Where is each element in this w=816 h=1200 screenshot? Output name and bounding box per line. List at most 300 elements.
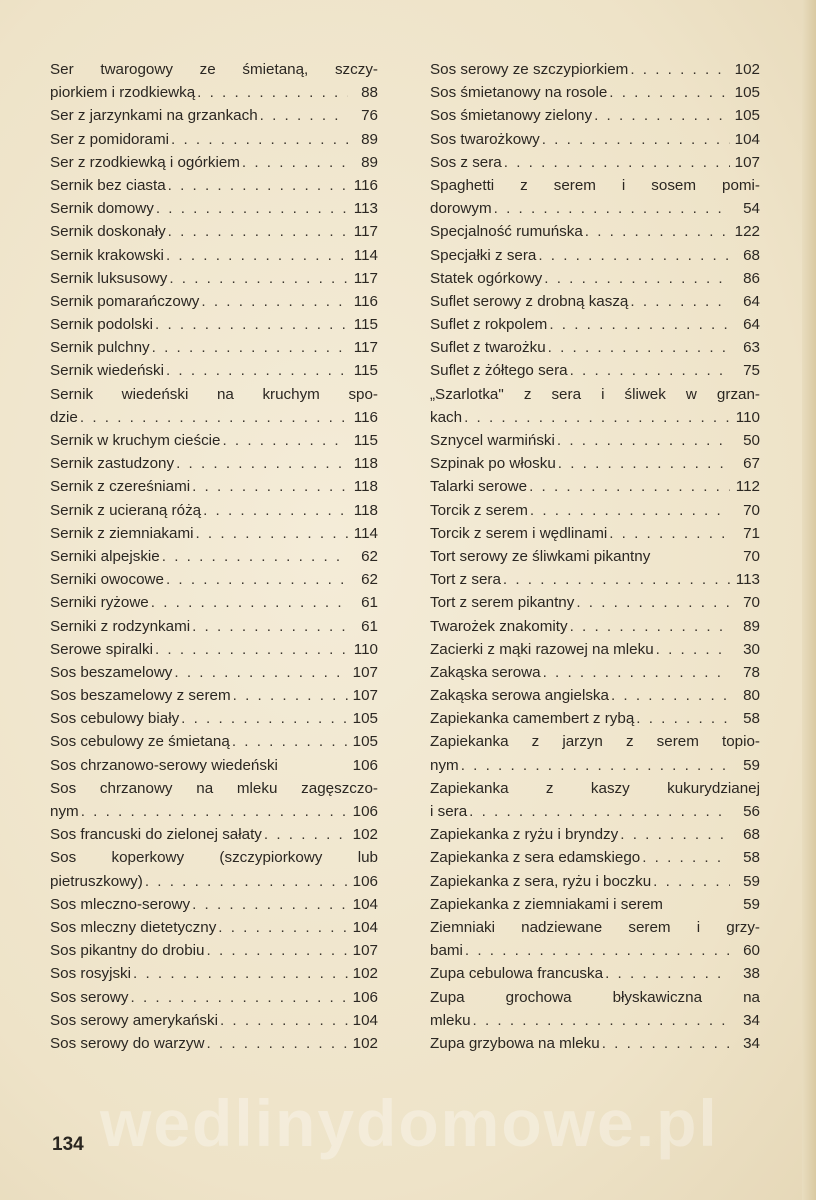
- dot-leader: [192, 893, 348, 916]
- dot-leader: [168, 220, 348, 243]
- entry-page-number: 104: [734, 130, 760, 148]
- entry-page-number: 115: [353, 316, 378, 334]
- index-entry: [430, 220, 760, 243]
- dot-leader: [192, 615, 348, 638]
- entry-page-number: 102: [734, 61, 760, 78]
- dot-leader: [156, 197, 348, 220]
- dot-leader: [260, 104, 348, 127]
- entry-page-number: 34: [743, 1034, 760, 1052]
- dot-leader: [630, 58, 730, 81]
- index-entry: [430, 151, 760, 174]
- entry-page-number: 50: [743, 432, 760, 449]
- index-entry: [50, 661, 378, 684]
- entry-title: Sernik wiedeński: [50, 362, 164, 380]
- entry-page-number: 78: [743, 663, 760, 681]
- entry-title: Sos twarożkowy: [430, 130, 540, 148]
- entry-title: Ser z pomidorami: [50, 130, 170, 148]
- entry-title: Zapiekanka z sera, ryżu i boczku: [430, 872, 652, 890]
- entry-page-number: 60: [743, 942, 760, 960]
- dot-leader: [656, 638, 730, 661]
- entry-title: Zakąska serowa angielska: [430, 687, 609, 705]
- index-entry: [50, 499, 378, 522]
- entry-title: Sos śmietanowy na rosole: [430, 84, 608, 102]
- index-entry: [430, 104, 760, 127]
- entry-title: Ser z rzodkiewką i ogórkiem: [50, 153, 240, 171]
- dot-leader: [530, 499, 730, 522]
- entry-page-number: 70: [743, 501, 760, 519]
- entry-text: Zupa grochowa błyskawiczna na: [430, 988, 760, 1006]
- index-entry: [50, 359, 378, 382]
- entry-title: Sos mleczny dietetyczny: [50, 918, 217, 936]
- index-entry: [430, 754, 760, 777]
- entry-title: Szpinak po włosku: [430, 455, 556, 473]
- index-entry: [430, 313, 760, 336]
- dot-leader: [166, 568, 348, 591]
- dot-leader: [195, 522, 348, 545]
- dot-leader: [232, 730, 348, 753]
- entry-text: „Szarlotka" z sera i śliwek w grzan-: [430, 385, 760, 403]
- entry-title: Twarożek znakomity: [430, 617, 568, 635]
- dot-leader: [181, 707, 348, 730]
- entry-page-number: 115: [353, 432, 378, 449]
- entry-title: dzie: [50, 408, 78, 426]
- entry-title: Zupa cebulowa francuska: [430, 965, 604, 983]
- index-entry: [430, 661, 760, 684]
- dot-leader: [549, 313, 730, 336]
- entry-title: Suflet serowy z drobną kaszą: [430, 292, 629, 310]
- dot-leader: [473, 1009, 730, 1032]
- entry-title: Sernik w kruchym cieście: [50, 432, 221, 449]
- dot-leader: [570, 615, 730, 638]
- entry-title: Torcik z serem: [430, 501, 528, 519]
- entry-page-number: 106: [352, 803, 378, 820]
- dot-leader: [201, 290, 348, 313]
- entry-page-number: 61: [361, 617, 378, 635]
- entry-page-number: 64: [743, 292, 760, 310]
- index-entry-line: [430, 730, 760, 753]
- dot-leader: [81, 800, 348, 823]
- dot-leader: [222, 429, 348, 452]
- dot-leader: [155, 313, 348, 336]
- page-edge: [802, 0, 816, 1200]
- entry-page-number: 102: [352, 1034, 378, 1052]
- index-entry: [430, 568, 760, 591]
- index-entry: [50, 684, 378, 707]
- entry-page-number: 107: [352, 942, 378, 960]
- entry-title: Serniki alpejskie: [50, 547, 160, 565]
- dot-leader: [152, 336, 348, 359]
- entry-page-number: 105: [734, 107, 760, 125]
- index-entry: [430, 128, 760, 151]
- entry-page-number: 88: [361, 84, 378, 102]
- index-entry: [430, 336, 760, 359]
- entry-title: Sos rosyjski: [50, 965, 132, 983]
- entry-page-number: 61: [361, 594, 378, 612]
- entry-title: Sernik pomarańczowy: [50, 292, 200, 310]
- dot-leader: [538, 244, 730, 267]
- dot-leader: [197, 81, 348, 104]
- entry-title: Serowe spiralki: [50, 640, 153, 658]
- index-entry: [50, 452, 378, 475]
- entry-title: Serniki z rodzynkami: [50, 617, 191, 635]
- entry-text: Zapiekanka z kaszy kukurydzianej: [430, 779, 760, 797]
- entry-title: Sernik bez ciasta: [50, 176, 166, 194]
- dot-leader: [171, 128, 348, 151]
- index-entry: [430, 684, 760, 707]
- dot-leader: [169, 267, 348, 290]
- entry-title: Sernik krakowski: [50, 246, 164, 264]
- index-entry: [50, 1009, 378, 1032]
- entry-page-number: 107: [734, 153, 760, 171]
- entry-page-number: 110: [353, 640, 378, 658]
- dot-leader: [151, 591, 348, 614]
- entry-title: pietruszkowy): [50, 872, 143, 890]
- dot-leader: [570, 359, 730, 382]
- dot-leader: [653, 870, 730, 893]
- entry-title: Zacierki z mąki razowej na mleku: [430, 640, 654, 658]
- index-entry: [50, 893, 378, 916]
- index-entry: [50, 730, 378, 753]
- entry-title: kach: [430, 408, 463, 426]
- dot-leader: [585, 220, 730, 243]
- entry-title: Sos serowy ze szczypiorkiem: [430, 61, 629, 78]
- entry-page-number: 59: [743, 756, 760, 774]
- entry-text: Sernik wiedeński na kruchym spo-: [50, 385, 378, 403]
- entry-page-number: 102: [352, 826, 378, 844]
- index-entry: [430, 359, 760, 382]
- entry-page-number: 58: [743, 710, 760, 728]
- index-entry: [50, 916, 378, 939]
- index-entry: [430, 846, 760, 869]
- entry-page-number: 105: [352, 710, 378, 728]
- dot-leader: [155, 638, 348, 661]
- index-entry: [430, 823, 760, 846]
- index-entry: [50, 615, 378, 638]
- entry-page-number: 67: [743, 455, 760, 473]
- entry-page-number: 114: [353, 524, 378, 542]
- entry-title: Tort serowy ze śliwkami pikantny: [430, 547, 651, 565]
- entry-page-number: 89: [743, 617, 760, 635]
- entry-title: Zapiekanka camembert z rybą: [430, 710, 635, 728]
- dot-leader: [602, 1032, 730, 1055]
- entry-title: Sernik pulchny: [50, 339, 150, 357]
- index-entry: [430, 939, 760, 962]
- entry-page-number: 70: [743, 547, 760, 565]
- dot-leader: [133, 962, 348, 985]
- entry-title: nym: [50, 803, 79, 820]
- index-entry: [50, 151, 378, 174]
- entry-title: Sos chrzanowo-serowy wiedeński: [50, 756, 278, 774]
- watermark: wedlinydomowe.pl: [100, 1086, 719, 1160]
- entry-page-number: 30: [743, 640, 760, 658]
- entry-page-number: 106: [352, 872, 378, 890]
- entry-page-number: 59: [743, 872, 760, 890]
- index-entry: [50, 290, 378, 313]
- index-entry: [50, 128, 378, 151]
- entry-page-number: 107: [352, 663, 378, 681]
- entry-page-number: 115: [353, 362, 378, 380]
- index-entry: [430, 81, 760, 104]
- index-entry: [50, 174, 378, 197]
- index-entry: [50, 244, 378, 267]
- index-entry: [430, 615, 760, 638]
- entry-page-number: 54: [743, 200, 760, 218]
- index-entry-line: [430, 986, 760, 1009]
- entry-title: Torcik z serem i wędlinami: [430, 524, 608, 542]
- entry-title: Sernik z ucieraną różą: [50, 501, 202, 519]
- entry-title: Sernik podolski: [50, 316, 153, 334]
- dot-leader: [609, 81, 730, 104]
- entry-page-number: 107: [352, 687, 378, 705]
- index-entry: [430, 522, 760, 545]
- entry-title: Ser z jarzynkami na grzankach: [50, 107, 258, 125]
- dot-leader: [206, 1032, 348, 1055]
- entry-title: Sos z sera: [430, 153, 502, 171]
- entry-title: Serniki ryżowe: [50, 594, 149, 612]
- entry-page-number: 112: [735, 478, 760, 496]
- index-entry: [430, 429, 760, 452]
- entry-page-number: 59: [743, 895, 760, 913]
- index-entry: [50, 870, 378, 893]
- index-entry: [430, 475, 760, 498]
- index-entry: [50, 962, 378, 985]
- entry-title: Sos pikantny do drobiu: [50, 942, 205, 960]
- entry-page-number: 102: [352, 965, 378, 983]
- dot-leader: [594, 104, 730, 127]
- index-entry-line: [430, 777, 760, 800]
- entry-title: Sernik luksusowy: [50, 269, 168, 287]
- index-entry: [430, 1009, 760, 1032]
- entry-page-number: 118: [353, 455, 378, 473]
- index-entry: [430, 452, 760, 475]
- entry-title: Tort z serem pikantny: [430, 594, 575, 612]
- entry-page-number: 105: [734, 84, 760, 102]
- index-entry: [430, 870, 760, 893]
- dot-leader: [233, 684, 348, 707]
- dot-leader: [264, 823, 348, 846]
- entry-title: bami: [430, 942, 463, 960]
- dot-leader: [503, 568, 730, 591]
- dot-leader: [166, 359, 348, 382]
- entry-text: Sos koperkowy (szczypiorkowy lub: [50, 849, 378, 867]
- dot-leader: [557, 429, 730, 452]
- entry-page-number: 106: [352, 756, 378, 774]
- entry-page-number: 104: [352, 895, 378, 913]
- index-entry: [430, 406, 760, 429]
- index-entry: [430, 707, 760, 730]
- entry-page-number: 114: [353, 246, 378, 264]
- index-entry: [430, 197, 760, 220]
- entry-text: Ser twarogowy ze śmietaną, szczy-: [50, 61, 378, 78]
- index-entry: [50, 754, 378, 777]
- entry-page-number: 62: [361, 571, 378, 589]
- entry-page-number: 34: [743, 1011, 760, 1029]
- dot-leader: [558, 452, 730, 475]
- entry-title: Tort z sera: [430, 571, 501, 589]
- entry-title: Statek ogórkowy: [430, 269, 543, 287]
- index-entry: [430, 1032, 760, 1055]
- index-entry: [430, 893, 760, 916]
- entry-page-number: 58: [743, 849, 760, 867]
- index-entry: [430, 499, 760, 522]
- entry-title: Zapiekanka z ryżu i bryndzy: [430, 826, 619, 844]
- index-entry: [50, 545, 378, 568]
- entry-title: nym: [430, 756, 459, 774]
- dot-leader: [504, 151, 730, 174]
- entry-page-number: 76: [361, 107, 378, 125]
- entry-page-number: 110: [735, 408, 760, 426]
- index-entry: [430, 591, 760, 614]
- index-entry: [50, 522, 378, 545]
- entry-title: Sos beszamelowy: [50, 663, 173, 681]
- entry-page-number: 75: [743, 362, 760, 380]
- dot-leader: [469, 800, 730, 823]
- entry-page-number: 86: [743, 269, 760, 287]
- index-entry: [50, 1032, 378, 1055]
- entry-page-number: 113: [353, 200, 378, 218]
- index-entry-line: [50, 383, 378, 406]
- dot-leader: [162, 545, 348, 568]
- index-entry: [430, 267, 760, 290]
- entry-page-number: 122: [734, 223, 760, 241]
- entry-title: Sos serowy do warzyw: [50, 1034, 205, 1052]
- entry-page-number: 89: [361, 130, 378, 148]
- index-entry: [50, 568, 378, 591]
- entry-title: Talarki serowe: [430, 478, 528, 496]
- entry-title: Suflet z żółtego sera: [430, 362, 568, 380]
- dot-leader: [642, 846, 730, 869]
- entry-title: Sos francuski do zielonej sałaty: [50, 826, 262, 844]
- dot-leader: [465, 939, 730, 962]
- entry-title: Sos mleczno-serowy: [50, 895, 191, 913]
- dot-leader: [174, 661, 348, 684]
- dot-leader: [207, 939, 348, 962]
- entry-title: Sernik z czereśniami: [50, 478, 191, 496]
- entry-page-number: 118: [353, 478, 378, 496]
- entry-page-number: 80: [743, 687, 760, 705]
- entry-title: Sos śmietanowy zielony: [430, 107, 593, 125]
- entry-page-number: 104: [352, 918, 378, 936]
- entry-title: Serniki owocowe: [50, 571, 164, 589]
- index-entry: [430, 545, 760, 568]
- dot-leader: [203, 499, 348, 522]
- dot-leader: [609, 522, 730, 545]
- dot-leader: [131, 986, 349, 1009]
- dot-leader: [464, 406, 730, 429]
- dot-leader: [548, 336, 730, 359]
- dot-leader: [605, 962, 730, 985]
- entry-title: Sos serowy amerykański: [50, 1011, 218, 1029]
- dot-leader: [636, 707, 730, 730]
- entry-page-number: 38: [743, 965, 760, 983]
- entry-page-number: 106: [352, 988, 378, 1006]
- index-entry: [50, 986, 378, 1009]
- index-entry: [430, 638, 760, 661]
- entry-title: Specjalność rumuńska: [430, 223, 583, 241]
- index-entry: [50, 406, 378, 429]
- index-entry: [430, 244, 760, 267]
- dot-leader: [543, 661, 730, 684]
- index-entry-line: [50, 58, 378, 81]
- entry-title: mleku: [430, 1011, 471, 1029]
- entry-page-number: 117: [353, 269, 378, 287]
- entry-title: dorowym: [430, 200, 492, 218]
- index-entry-line: [430, 174, 760, 197]
- entry-page-number: 56: [743, 803, 760, 820]
- index-entry: [430, 962, 760, 985]
- dot-leader: [494, 197, 730, 220]
- index-entry: [50, 707, 378, 730]
- entry-page-number: 117: [353, 223, 378, 241]
- dot-leader: [611, 684, 730, 707]
- entry-title: Suflet z rokpolem: [430, 316, 548, 334]
- index-entry: [50, 800, 378, 823]
- entry-page-number: 116: [353, 408, 378, 426]
- index-column-left: [50, 58, 378, 1055]
- entry-title: piorkiem i rzodkiewką: [50, 84, 196, 102]
- index-entry: [50, 313, 378, 336]
- entry-page-number: 104: [352, 1011, 378, 1029]
- index-entry: [430, 800, 760, 823]
- index-entry: [430, 290, 760, 313]
- entry-page-number: 64: [743, 316, 760, 334]
- dot-leader: [576, 591, 730, 614]
- entry-page-number: 62: [361, 547, 378, 565]
- index-entry: [50, 197, 378, 220]
- index-entry-line: [50, 777, 378, 800]
- entry-page-number: 116: [353, 176, 378, 194]
- index-entry: [50, 104, 378, 127]
- dot-leader: [542, 128, 730, 151]
- dot-leader: [218, 916, 348, 939]
- entry-title: Sernik doskonały: [50, 223, 166, 241]
- index-entry: [50, 939, 378, 962]
- entry-title: Specjałki z sera: [430, 246, 537, 264]
- entry-title: Sernik domowy: [50, 200, 154, 218]
- entry-title: Sos cebulowy biały: [50, 710, 180, 728]
- entry-title: Sernik zastudzony: [50, 455, 175, 473]
- dot-leader: [168, 174, 348, 197]
- entry-title: Zupa grzybowa na mleku: [430, 1034, 600, 1052]
- dot-leader: [192, 475, 348, 498]
- index-entry: [50, 220, 378, 243]
- index-column-right: [430, 58, 760, 1055]
- index-entry: [50, 81, 378, 104]
- index-entry-line: [430, 383, 760, 406]
- entry-page-number: 117: [353, 339, 378, 357]
- entry-page-number: 118: [353, 501, 378, 519]
- index-entry-line: [50, 846, 378, 869]
- entry-text: Spaghetti z serem i sosem pomi-: [430, 176, 760, 194]
- entry-text: Sos chrzanowy na mleku zagęszczo-: [50, 779, 378, 797]
- entry-text: Zapiekanka z jarzyn z serem topio-: [430, 733, 760, 751]
- index-entry: [50, 429, 378, 452]
- dot-leader: [461, 754, 730, 777]
- entry-title: i sera: [430, 803, 468, 820]
- index-entry-line: [430, 916, 760, 939]
- dot-leader: [620, 823, 730, 846]
- entry-text: Ziemniaki nadziewane serem i grzy-: [430, 918, 760, 936]
- entry-title: Sos beszamelowy z serem: [50, 687, 231, 705]
- entry-title: Zapiekanka z sera edamskiego: [430, 849, 641, 867]
- entry-page-number: 116: [353, 292, 378, 310]
- entry-page-number: 70: [743, 594, 760, 612]
- entry-page-number: 89: [361, 153, 378, 171]
- entry-title: Zakąska serowa: [430, 663, 541, 681]
- index-entry: [50, 336, 378, 359]
- entry-title: Zapiekanka z ziemniakami i serem: [430, 895, 663, 913]
- index-entry: [50, 591, 378, 614]
